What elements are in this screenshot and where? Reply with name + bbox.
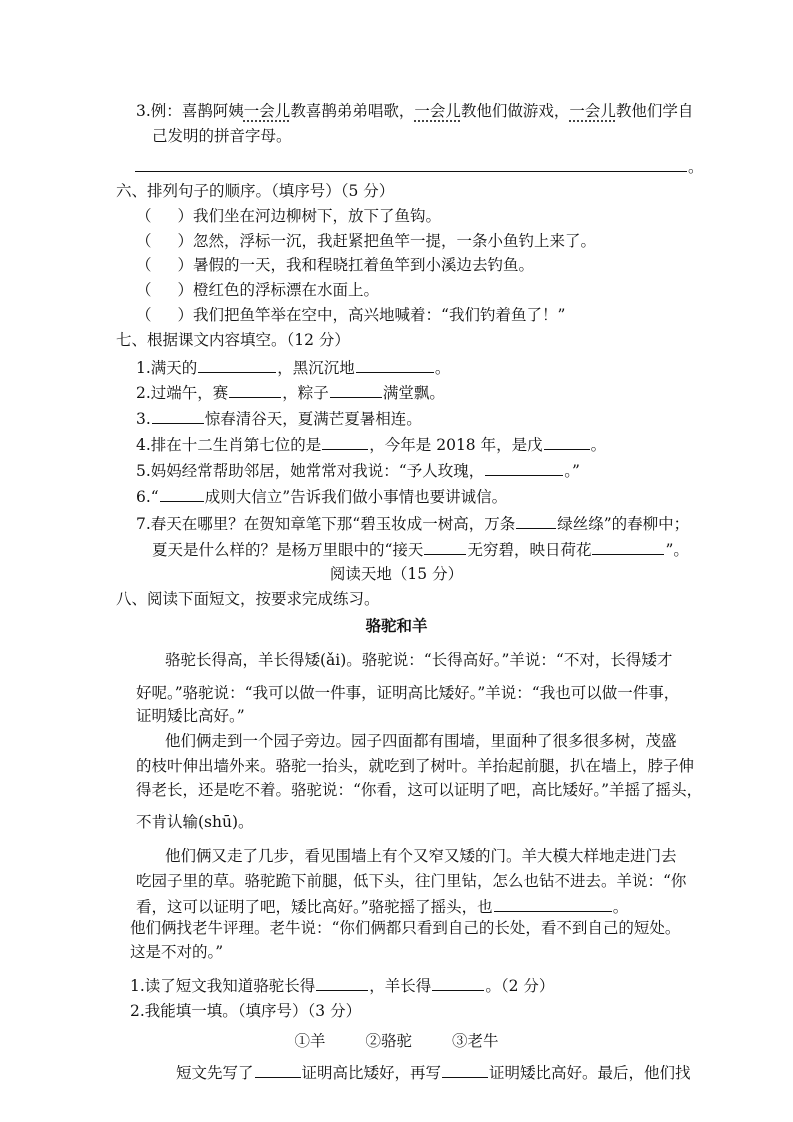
story-paragraph-line: 吃园子里的草。骆驼跪下前腿，低下头，往门里钻，怎么也钻不进去。羊说：“你 <box>136 872 687 890</box>
story-paragraph-line: 的枝叶伸出墙外来。骆驼一抬头，就吃到了树叶。羊抬起前腿，扒在墙上，脖子伸 <box>136 757 695 775</box>
fill-q4: 4.排在十二生肖第七位的是 ，今年是 2018 年，是戊 。 <box>136 433 606 455</box>
story-paragraph-line: 这是不对的。” <box>130 943 224 961</box>
fill-q7b: 夏天是什么样的？是杨万里眼中的“接天 无穷碧，映日荷花 ”。 <box>152 538 689 560</box>
reading-q1: 1.读了短文我知道骆驼长得 ，羊长得 。（2 分） <box>130 974 554 996</box>
option-camel: ②骆驼 <box>365 1032 412 1050</box>
fill-q6: 6.“ 成则大信立”告诉我们做小事情也要讲诚信。 <box>136 485 507 507</box>
q3-line2: 己发明的拼音字母。 <box>152 127 292 145</box>
answer-blank[interactable] <box>544 433 590 450</box>
order-item[interactable]: （ ）暑假的一天，我和程晓扛着鱼竿到小溪边去钓鱼。 <box>136 256 535 274</box>
section-8-heading: 八、阅读下面短文，按要求完成练习。 <box>116 590 380 608</box>
story-paragraph-line: 他们俩走到一个园子旁边。园子四面都有围墙，里面种了很多很多树，茂盛 <box>165 732 677 750</box>
emphasis-dots: 一会儿 <box>414 102 461 120</box>
answer-blank[interactable] <box>255 1061 301 1078</box>
answer-blank[interactable] <box>485 459 563 476</box>
story-paragraph-line: 证明矮比高好。” <box>136 707 245 725</box>
answer-blank[interactable] <box>152 407 204 424</box>
emphasis-dots: 一会儿 <box>243 102 291 120</box>
order-item[interactable]: （ ）我们坐在河边柳树下，放下了鱼钩。 <box>136 207 442 225</box>
fill-q1: 1.满天的 ，黑沉沉地 。 <box>136 356 450 378</box>
answer-blank[interactable] <box>322 433 368 450</box>
answer-blank[interactable] <box>198 356 276 373</box>
story-paragraph-line: 看，这可以证明了吧，矮比高好。”骆驼摇了摇头，也 。 <box>136 895 628 917</box>
fill-q5: 5.妈妈经常帮助邻居，她常常对我说：“予人玫瑰， 。” <box>136 459 580 481</box>
emphasis-dots: 一会儿 <box>569 102 616 120</box>
answer-blank[interactable] <box>592 538 664 555</box>
option-list <box>0 1031 793 1051</box>
answer-blank[interactable] <box>494 895 612 912</box>
answer-blank[interactable] <box>516 512 556 529</box>
answer-blank[interactable] <box>160 485 204 502</box>
section-7-heading: 七、根据课文内容填空。（12 分） <box>116 331 350 349</box>
order-item[interactable]: （ ）忽然，浮标一沉，我赶紧把鱼竿一提，一条小鱼钓上来了。 <box>136 232 597 250</box>
story-paragraph-line: 他们俩又走了几步，看见围墙上有个又窄又矮的门。羊大模大样地走进门去 <box>165 847 677 865</box>
story-title: 骆驼和羊 <box>365 617 428 635</box>
answer-blank[interactable] <box>316 974 368 991</box>
q3-line1: 3.例：喜鹊阿姨一会儿教喜鹊弟弟唱歌，一会儿教他们做游戏，一会儿教他们学自 <box>136 102 694 120</box>
story-paragraph-line: 骆驼长得高，羊长得矮(ǎi)。骆驼说：“长得高好。”羊说：“不对，长得矮才 <box>165 651 673 669</box>
reading-section-title: 阅读天地（15 分） <box>329 565 464 583</box>
answer-blank[interactable] <box>229 381 281 398</box>
story-paragraph-line: 他们俩找老牛评理。老牛说：“你们俩都只看到自己的长处，看不到自己的短处。 <box>130 919 681 937</box>
story-paragraph-line: 好呢。”骆驼说：“我可以做一件事，证明高比矮好。”羊说：“我也可以做一件事， <box>136 684 680 702</box>
reading-q2-heading: 2.我能填一填。（填序号）（3 分） <box>130 1002 362 1020</box>
answer-blank[interactable] <box>356 356 434 373</box>
answer-blank[interactable] <box>442 1061 488 1078</box>
q3-answer-line[interactable]: 。 <box>134 155 704 177</box>
story-paragraph-line: 不肯认输(shū)。 <box>136 813 254 831</box>
answer-blank[interactable] <box>424 538 466 555</box>
fill-q7a: 7.春天在哪里？在贺知章笔下那“碧玉妆成一树高，万条 绿丝绦”的春柳中； <box>136 512 689 534</box>
story-paragraph-line: 得老长，还是吃不着。骆驼说：“你看，这可以证明了吧，高比矮好。”羊摇了摇头， <box>136 781 703 799</box>
reading-q2-line: 短文先写了 证明高比矮好，再写 证明矮比高好。最后，他们找 <box>176 1061 691 1083</box>
order-item[interactable]: （ ）我们把鱼竿举在空中，高兴地喊着：“我们钓着鱼了！” <box>136 306 566 324</box>
answer-blank[interactable] <box>432 974 484 991</box>
order-item[interactable]: （ ）橙红色的浮标漂在水面上。 <box>136 281 380 299</box>
option-sheep: ①羊 <box>294 1032 326 1050</box>
answer-blank[interactable] <box>330 381 382 398</box>
fill-q2: 2.过端午，赛 ，粽子 满堂飘。 <box>136 381 445 403</box>
section-6-heading: 六、排列句子的顺序。（填序号）（5 分） <box>116 182 395 200</box>
option-ox: ③老牛 <box>452 1032 499 1050</box>
fill-q3: 3. 惊春清谷天，夏满芒夏暑相连。 <box>136 407 422 429</box>
